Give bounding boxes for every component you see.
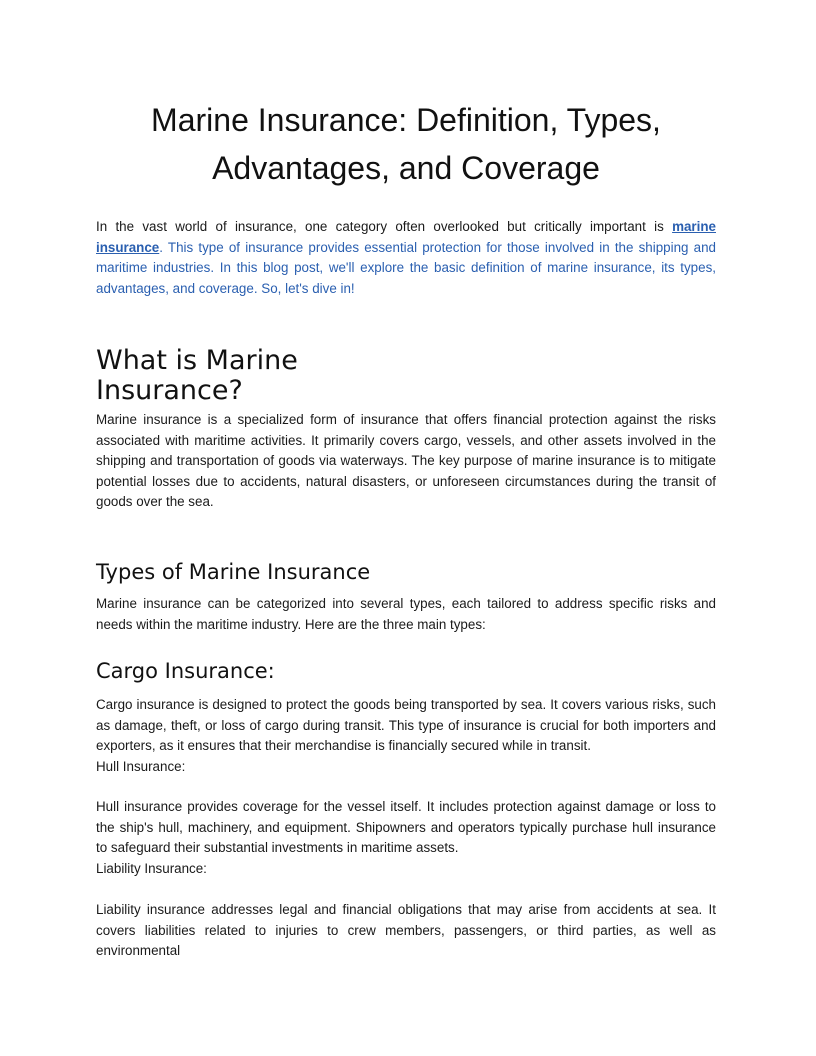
page-title: Marine Insurance: Definition, Types, Advantages, and Coverage: [151, 102, 661, 186]
types-paragraph: Marine insurance can be categorized into several types, each tailored to address specific risks and needs within the maritime industry. Here are the three main types:: [96, 596, 716, 632]
cargo-paragraph: Cargo insurance is designed to protect the goods being transported by sea. It covers various risks, such as damage, theft, or loss of cargo during transit. This type of insurance is crucial for both importers and exporters, as it ensures that their merchandise is financially secured while in transit.: [96, 697, 716, 753]
what-is-paragraph: Marine insurance is a specialized form of insurance that offers financial protection against the risks associated with maritime activities. It primarily covers cargo, vessels, and other assets involved in the shipping and transportation of goods via waterways. The key purpose of marine insurance is to mitigate potential losses due to accidents, natural disasters, or unforeseen circumstances during the transit of goods over the sea.: [96, 412, 716, 509]
intro-text-after-link: . This type of insurance provides essential protection for those involved in the shipping and maritime industries. In this blog post, we'll explore the basic definition of marine insurance, its types, advantages, and coverage. So, let's dive in!: [96, 239, 716, 296]
hull-insurance-label: Hull Insurance:: [96, 758, 186, 774]
marine-insurance-link[interactable]: marine insurance: [96, 219, 716, 255]
liability-paragraph: Liability insurance addresses legal and financial obligations that may arise from accidents at sea. It covers liabilities related to injuries to crew members, passengers, or third parties, as well as environmental: [96, 902, 716, 958]
types-heading: Types of Marine Insurance: [96, 560, 371, 584]
hull-paragraph: Hull insurance provides coverage for the vessel itself. It includes protection against damage or loss to the ship's hull, machinery, and equipment. Shipowners and operators typically purchase hull insurance to safeguard their substantial investments in maritime assets.: [96, 799, 716, 855]
hull-section: [96, 797, 716, 879]
liability-section: [96, 900, 716, 962]
intro-paragraph: [96, 217, 716, 299]
intro-text-before-link: In the vast world of insurance, one category often overlooked but critically important is: [96, 219, 673, 234]
liability-insurance-label: Liability Insurance:: [96, 860, 207, 876]
cargo-heading: Cargo Insurance:: [96, 659, 275, 683]
what-is-heading: What is Marine Insurance?: [96, 345, 298, 406]
cargo-section: [96, 695, 716, 777]
